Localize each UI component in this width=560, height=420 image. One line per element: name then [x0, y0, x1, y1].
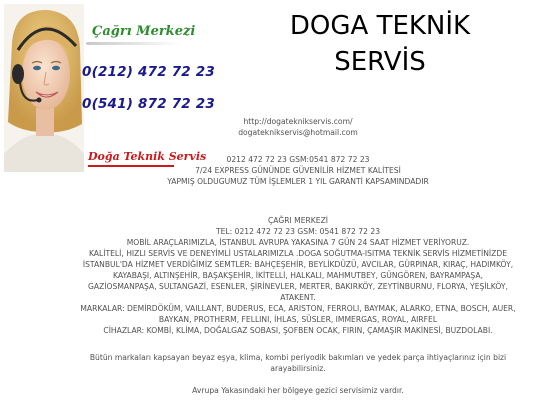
banner-decoration [86, 42, 182, 45]
services-districts: İSTANBUL'DA HİZMET VERDİĞİMİZ SEMTLER: BAHÇEŞEHİR, BEYLİKDÜZÜ, AVCILAR, GÜRPINAR, KIRAÇ, HADIMKÖY, KAYABAŞI, ALTINŞEHİR, BAŞAKŞEHİR, İKİTELLİ, HALKALI, MAHMUTBEY, GÜNGÖREN, BAYRAMPAŞA, GAZİOSMANPAŞA, SULTANGAZİ, ESENLER, ŞİRİNEVLER, MERTER, BAKIRKÖY, ZEYTİNBURNU, FLORYA, YEŞİLKÖY, ATAKENT. [82, 260, 514, 302]
intro-quality: 7/24 EXPRESS GÜNÜNDE GÜVENİLİR HİZMET KALİTESİ [195, 166, 401, 175]
banner-phone-1: 0(212) 472 72 23 [82, 64, 215, 80]
banner-title: Çağrı Merkezi [92, 24, 196, 39]
services-quality: KALİTELİ, HIZLI SERVİS VE DENEYİMLİ USTALARIMIZLA .DOGA SOĞUTMA-ISITMA TEKNİK SERVİS HİZMETİNİZDE [88, 249, 508, 258]
page-heading [282, 8, 478, 80]
email-link[interactable]: dogateknikservis@hotmail.com [238, 128, 358, 137]
footer-maintenance: Bütün markaları kapsayan beyaz eşya, klima, kombi periyodik bakımları ve yedek parça ihtiyaçlarınız için bizi arayabilirsiniz. [89, 353, 507, 373]
banner-brand: Doğa Teknik Servis [88, 150, 207, 163]
website-link[interactable]: http://dogateknikservis.com/ [243, 117, 353, 126]
intro-guarantee: YAPMIŞ OLDUGUMUZ TÜM İŞLEMLER 1 YIL GARANTİ KAPSAMINDADIR [167, 177, 429, 186]
contact-tel: TEL: 0212 472 72 23 GSM: 0541 872 72 23 [215, 227, 381, 236]
content-column [78, 116, 518, 396]
heading-line-2: SERVİS [334, 47, 426, 77]
banner-phone-2: 0(541) 872 72 23 [82, 96, 215, 112]
heading-line-1: DOGA TEKNİK [289, 11, 471, 41]
services-devices: CİHAZLAR: KOMBİ, KLİMA, DOĞALGAZ SOBASI, ŞOFBEN OCAK, FIRIN, ÇAMAŞIR MAKİNESİ, BUZDOLABI. [103, 326, 493, 335]
contact-title: ÇAĞRI MERKEZİ [267, 216, 329, 225]
services-mobile: MOBİL ARAÇLARIMIZLA, İSTANBUL AVRUPA YAKASINA 7 GÜN 24 SAAT HİZMET VERİYORUZ. [126, 238, 470, 247]
services-brands: MARKALAR: DEMİRDÖKÜM, VAILLANT, BUDERUS, ECA, ARISTON, FERROLI, BAYMAK, ALARKO, ETNA, BOSCH, AUER, BAYKAN, PROTHERM, FELLINI, İHLAS, SÜSLER, IMMERGAS, ROYAL, AIRFEL [80, 304, 516, 324]
call-center-agent-image [4, 4, 84, 172]
footer-mobile-service: Avrupa Yakasındaki her bölgeye gezici servisimiz vardır. [192, 386, 404, 395]
intro-phones: 0212 472 72 23 GSM:0541 872 72 23 [226, 155, 370, 164]
